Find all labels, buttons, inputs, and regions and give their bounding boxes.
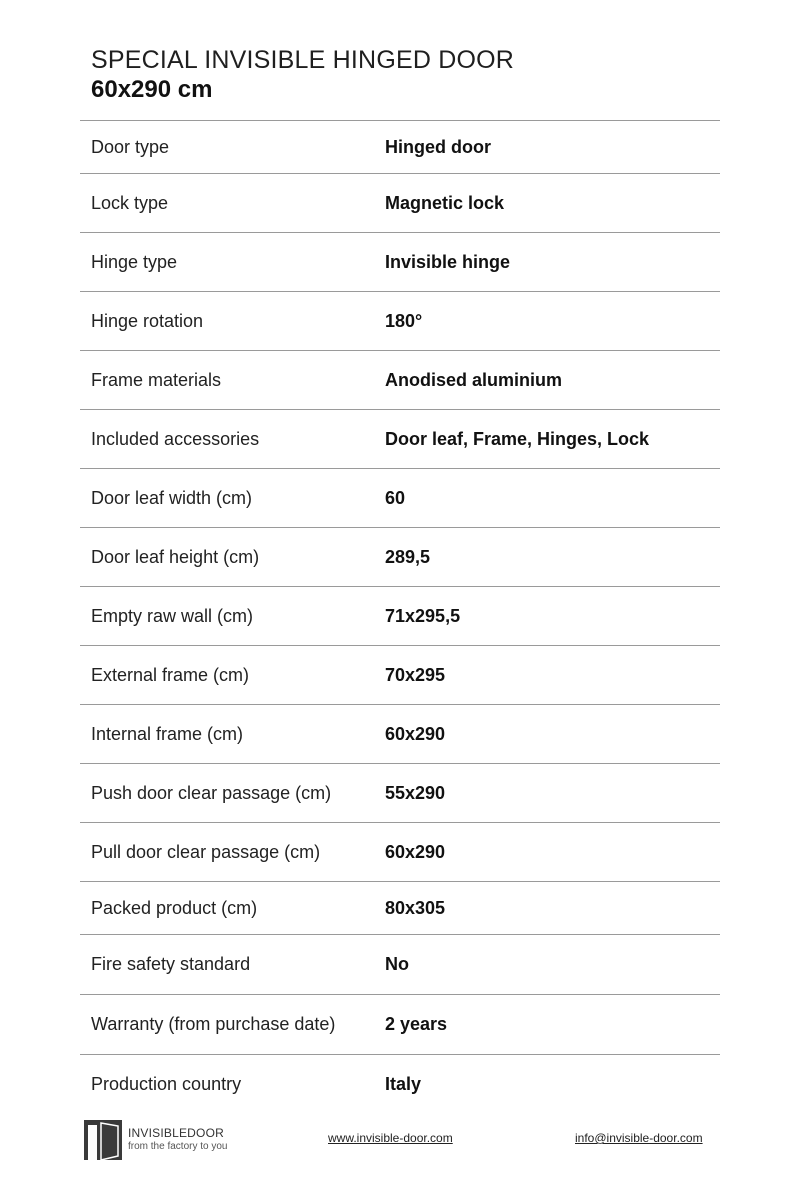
spec-label: Fire safety standard: [91, 954, 251, 974]
spec-row-hinge-rotation: [80, 292, 720, 351]
spec-row-production-country: [80, 1055, 720, 1114]
spec-label: Door leaf width (cm): [91, 487, 253, 508]
spec-row-external-frame: [80, 646, 720, 705]
spec-row-hinge-type: [80, 233, 720, 292]
spec-row-frame-materials: [80, 351, 720, 410]
spec-value: 60x290: [385, 841, 446, 862]
spec-table: [80, 120, 720, 1114]
spec-label: Packed product (cm): [91, 897, 258, 918]
logo-brand-light: DOOR: [187, 1126, 224, 1140]
spec-value: Invisible hinge: [385, 251, 511, 272]
spec-row-pull-door-clear-passage: [80, 823, 720, 882]
page-footer: [0, 1118, 800, 1162]
spec-label: Included accessories: [91, 428, 260, 449]
spec-value: Hinged door: [385, 136, 491, 157]
spec-label: Door leaf height (cm): [91, 546, 260, 567]
spec-value: Magnetic lock: [385, 192, 505, 213]
door-logo-icon: [84, 1120, 122, 1160]
page-header: [91, 46, 514, 105]
spec-value: 80x305: [385, 897, 446, 918]
logo-brand: [128, 1127, 228, 1140]
spec-label: Frame materials: [91, 369, 222, 390]
spec-row-empty-raw-wall: [80, 587, 720, 646]
spec-value: 60x290: [385, 723, 446, 744]
spec-label: Hinge rotation: [91, 310, 204, 331]
spec-label: External frame (cm): [91, 664, 250, 685]
spec-value: 180°: [385, 310, 423, 331]
spec-value: No: [385, 954, 409, 974]
spec-row-included-accessories: [80, 410, 720, 469]
spec-label: Push door clear passage (cm): [91, 782, 332, 803]
spec-row-packed-product: [80, 882, 720, 935]
email-link[interactable]: info@invisible-door.com: [575, 1131, 703, 1145]
page-title: SPECIAL INVISIBLE HINGED DOOR: [91, 46, 515, 74]
spec-label: Door type: [91, 136, 170, 157]
spec-row-door-leaf-width: [80, 469, 720, 528]
spec-value: Italy: [385, 1074, 422, 1094]
spec-row-lock-type: [80, 174, 720, 233]
spec-label: Internal frame (cm): [91, 723, 244, 744]
logo-text: [128, 1127, 228, 1153]
spec-value: 60: [385, 487, 406, 508]
spec-row-door-leaf-height: [80, 528, 720, 587]
spec-value: 70x295: [385, 664, 446, 685]
spec-label: Hinge type: [91, 251, 178, 272]
logo-tagline: from the factory to you: [128, 1141, 228, 1152]
brand-logo: [84, 1120, 228, 1160]
spec-row-internal-frame: [80, 705, 720, 764]
spec-value: 71x295,5: [385, 605, 461, 626]
spec-row-door-type: [80, 121, 720, 174]
spec-value: 2 years: [385, 1014, 448, 1034]
spec-row-fire-safety-standard: [80, 935, 720, 995]
spec-label: Empty raw wall (cm): [91, 605, 254, 626]
logo-brand-bold: INVISIBLE: [128, 1126, 188, 1140]
spec-value: Anodised aluminium: [385, 369, 563, 390]
spec-row-push-door-clear-passage: [80, 764, 720, 823]
website-link[interactable]: www.invisible-door.com: [328, 1131, 453, 1145]
spec-value: 55x290: [385, 782, 446, 803]
spec-value: 289,5: [385, 546, 431, 567]
spec-label: Production country: [91, 1074, 242, 1094]
page-subtitle: 60x290 cm: [91, 76, 213, 103]
spec-label: Pull door clear passage (cm): [91, 841, 321, 862]
spec-row-warranty: [80, 995, 720, 1055]
spec-label: Warranty (from purchase date): [91, 1014, 336, 1034]
spec-value: Door leaf, Frame, Hinges, Lock: [385, 428, 650, 449]
spec-label: Lock type: [91, 192, 169, 213]
